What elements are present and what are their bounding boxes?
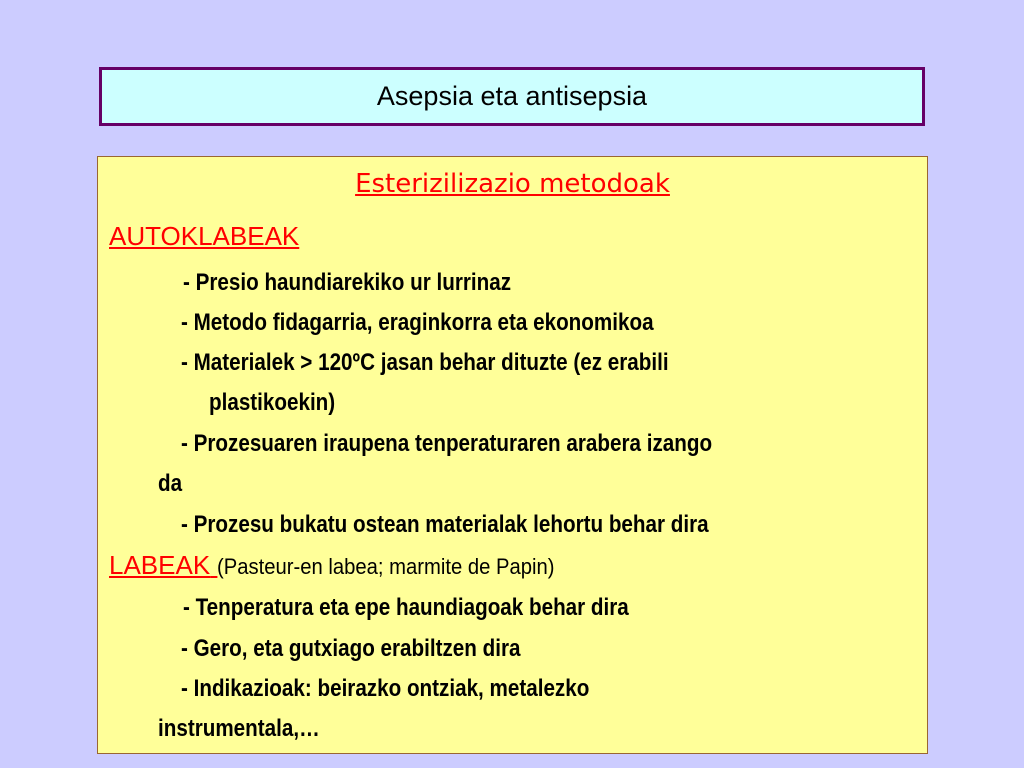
autoklabeak-line-3-cont: plastikoekin) — [209, 389, 336, 416]
autoklabeak-line-1: - Presio haundiarekiko ur lurrinaz — [183, 269, 512, 296]
autoklabeak-line-4-cont: da — [158, 470, 183, 497]
labeak-line-3-cont: instrumentala,… — [158, 715, 320, 742]
autoklabeak-line-5: - Prozesu bukatu ostean materialak lehortu behar dira — [181, 511, 709, 538]
labeak-note: (Pasteur-en labea; marmite de Papin) — [217, 554, 555, 579]
labeak-line-1: - Tenperatura eta epe haundiagoak behar dira — [183, 594, 629, 621]
labeak-line-2: - Gero, eta gutxiago erabiltzen dira — [181, 635, 521, 662]
content-box — [97, 156, 928, 754]
section-title-labeak — [109, 550, 584, 581]
autoklabeak-line-2: - Metodo fidagarria, eraginkorra eta ekonomikoa — [181, 309, 654, 336]
section-title-autoklabeak: AUTOKLABEAK — [109, 221, 300, 251]
labeak-line-3: - Indikazioak: beirazko ontziak, metalezko — [181, 675, 590, 702]
autoklabeak-line-3: - Materialek > 120ºC jasan behar dituzte (ez erabili — [181, 349, 669, 376]
slide-title: Asepsia eta antisepsia — [376, 81, 648, 111]
autoklabeak-line-4: - Prozesuaren iraupena tenperaturaren arabera izango — [181, 430, 713, 457]
slide-title-box — [99, 67, 925, 126]
labeak-title: LABEAK — [109, 550, 211, 580]
content-heading: Esterizilizazio metodoak — [355, 169, 670, 199]
